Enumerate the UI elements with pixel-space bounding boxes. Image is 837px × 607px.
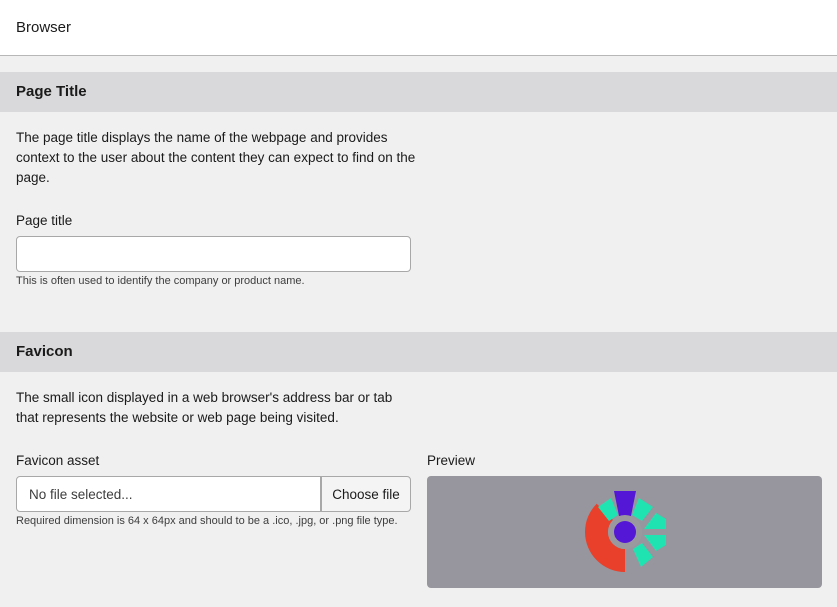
- help-text: This is often used to identify the company or product name.: [16, 275, 305, 287]
- page-title: Browser: [16, 19, 72, 36]
- favicon-file-input[interactable]: [16, 476, 321, 512]
- file-placeholder: No file selected...: [29, 487, 133, 502]
- section-description: The small icon displayed in a web browser's address bar or tab that represents the website or web page being visited.: [16, 390, 393, 425]
- field-label: Page title: [16, 213, 73, 228]
- help-text: Required dimension is 64 x 64px and should to be a .ico, .jpg, or .png file type.: [16, 515, 398, 527]
- favicon-logo-icon: [584, 491, 666, 573]
- choose-file-button[interactable]: Choose file: [321, 476, 411, 512]
- field-label: Favicon asset: [16, 453, 100, 468]
- section-header-page-title: [0, 72, 837, 112]
- section-heading: Favicon: [16, 343, 73, 360]
- section-header-favicon: [0, 332, 837, 372]
- preview-label: Preview: [427, 453, 476, 468]
- section-description: The page title displays the name of the webpage and provides context to the user about the content they can expect to find on the page.: [16, 130, 416, 185]
- top-bar: [0, 0, 837, 56]
- section-heading: Page Title: [16, 83, 87, 100]
- favicon-preview: [427, 476, 822, 588]
- page-title-input[interactable]: [16, 236, 411, 272]
